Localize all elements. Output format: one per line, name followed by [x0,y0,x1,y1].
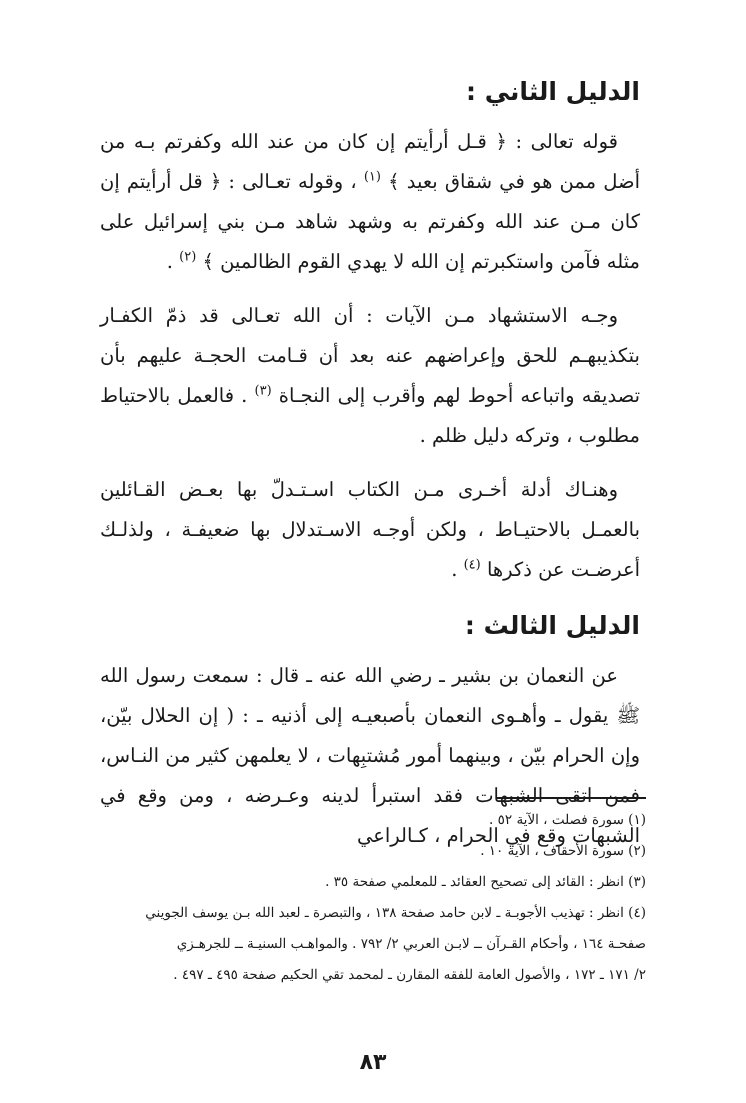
footnote-ref-4: (٤) [463,557,481,573]
footnote-1: (١) سورة فصلت ، الآية ٥٢ . [489,812,646,828]
other-evidence-end: . [451,558,458,581]
footnotes [100,805,646,991]
page-number: ٨٣ [359,1050,387,1075]
verse-text-2: ، وقوله تعـالى : ﴿ قل أرأيتم إن كان مـن عند الله وكفرتم به وشهد شاهد مـن بني إسرائيل على مثله فآمن واستكبرتم إن الله لا يهدي القوم الظالمين ﴾ [100,170,640,273]
footnote-3: (٣) انظر : القائد إلى تصحيح العقائد ـ للمعلمي صفحة ٣٥ . [325,874,646,890]
paragraph-quran-verses [100,122,640,282]
explanation-text: وجـه الاستشهاد مـن الآيات : أن الله تعـالى قد ذمّ الكفـار بتكذيبهـم للحق وإعراضهم عنه بعد أن قـامت الحجـة عليهم بأن تصديقه واتباعه أحوط لهم وأقرب إلى النجـاة [100,304,641,407]
footnote-ref-2: (٢) [179,249,197,265]
paragraph-end-1: . [166,250,173,273]
footnote-ref-3: (٣) [254,383,272,399]
paragraph-hadith: عن النعمان بن بشير ـ رضي الله عنه ـ قال : سمعت رسول الله ﷺ يقول ـ وأهـوى النعمان بأصبعيـه إلى أذنيه ـ : ( إن الحلال بيّن، وإن الحرام بيّن ، وبينهما أمور مُشتبِهات ، لا يعلمهن كثير من النـاس، فمن اتقى الشبهات فقد استبرأ لدينه وعـرضه ، ومن وقع في الشبهات وقع في الحرام ، كـالراعي [100,664,640,847]
paragraph-evidence-explanation [100,296,640,456]
footnote-4-line-2: صفحـة ١٦٤ ، وأحكام القـرآن ــ لابـن العربي ٢/ ٧٩٢ . والمواهـب السنيـة ــ للجرهـزي [176,936,646,952]
other-evidence-text: وهنـاك أدلة أخـرى مـن الكتاب اسـتـدلّ بها بعـض القـائلين بالعمـل بالاحتيـاط ، ولكن أوجـه الاسـتدلال بها ضعيفـة ، ولذلـك أعرضـت عن ذكرها [100,478,640,581]
section-heading-second-evidence: الدليل الثاني : [466,77,640,106]
verse-text-1: قوله تعالى : ﴿ قـل أرأيتم إن كان من عند الله وكفرتم بـه من أضل ممن هو في شقاق بعيد ﴾ [100,130,641,193]
section-heading-third-evidence: الدليل الثالث : [464,611,640,640]
footnote-4-line-3: ٢/ ١٧١ ـ ١٧٢ ، والأصول العامة للفقه المقارن ـ لمحمد تقي الحكيم صفحة ٤٩٥ ـ ٤٩٧ . [173,967,646,983]
footnote-separator [496,797,646,799]
footnote-4-line-1: (٤) انظر : تهذيب الأجوبـة ـ لابن حامد صفحة ١٣٨ ، والتبصرة ـ لعبد الله بـن يوسف الجويني [145,905,646,921]
paragraph-other-evidence [100,470,640,590]
explanation-end: . فالعمل بالاحتياط مطلوب ، وتركه دليل ظلم . [100,384,640,447]
footnote-ref-1: (١) [363,169,381,185]
footnote-2: (٢) سورة الأحقاف ، الآية ١٠ . [480,843,646,859]
